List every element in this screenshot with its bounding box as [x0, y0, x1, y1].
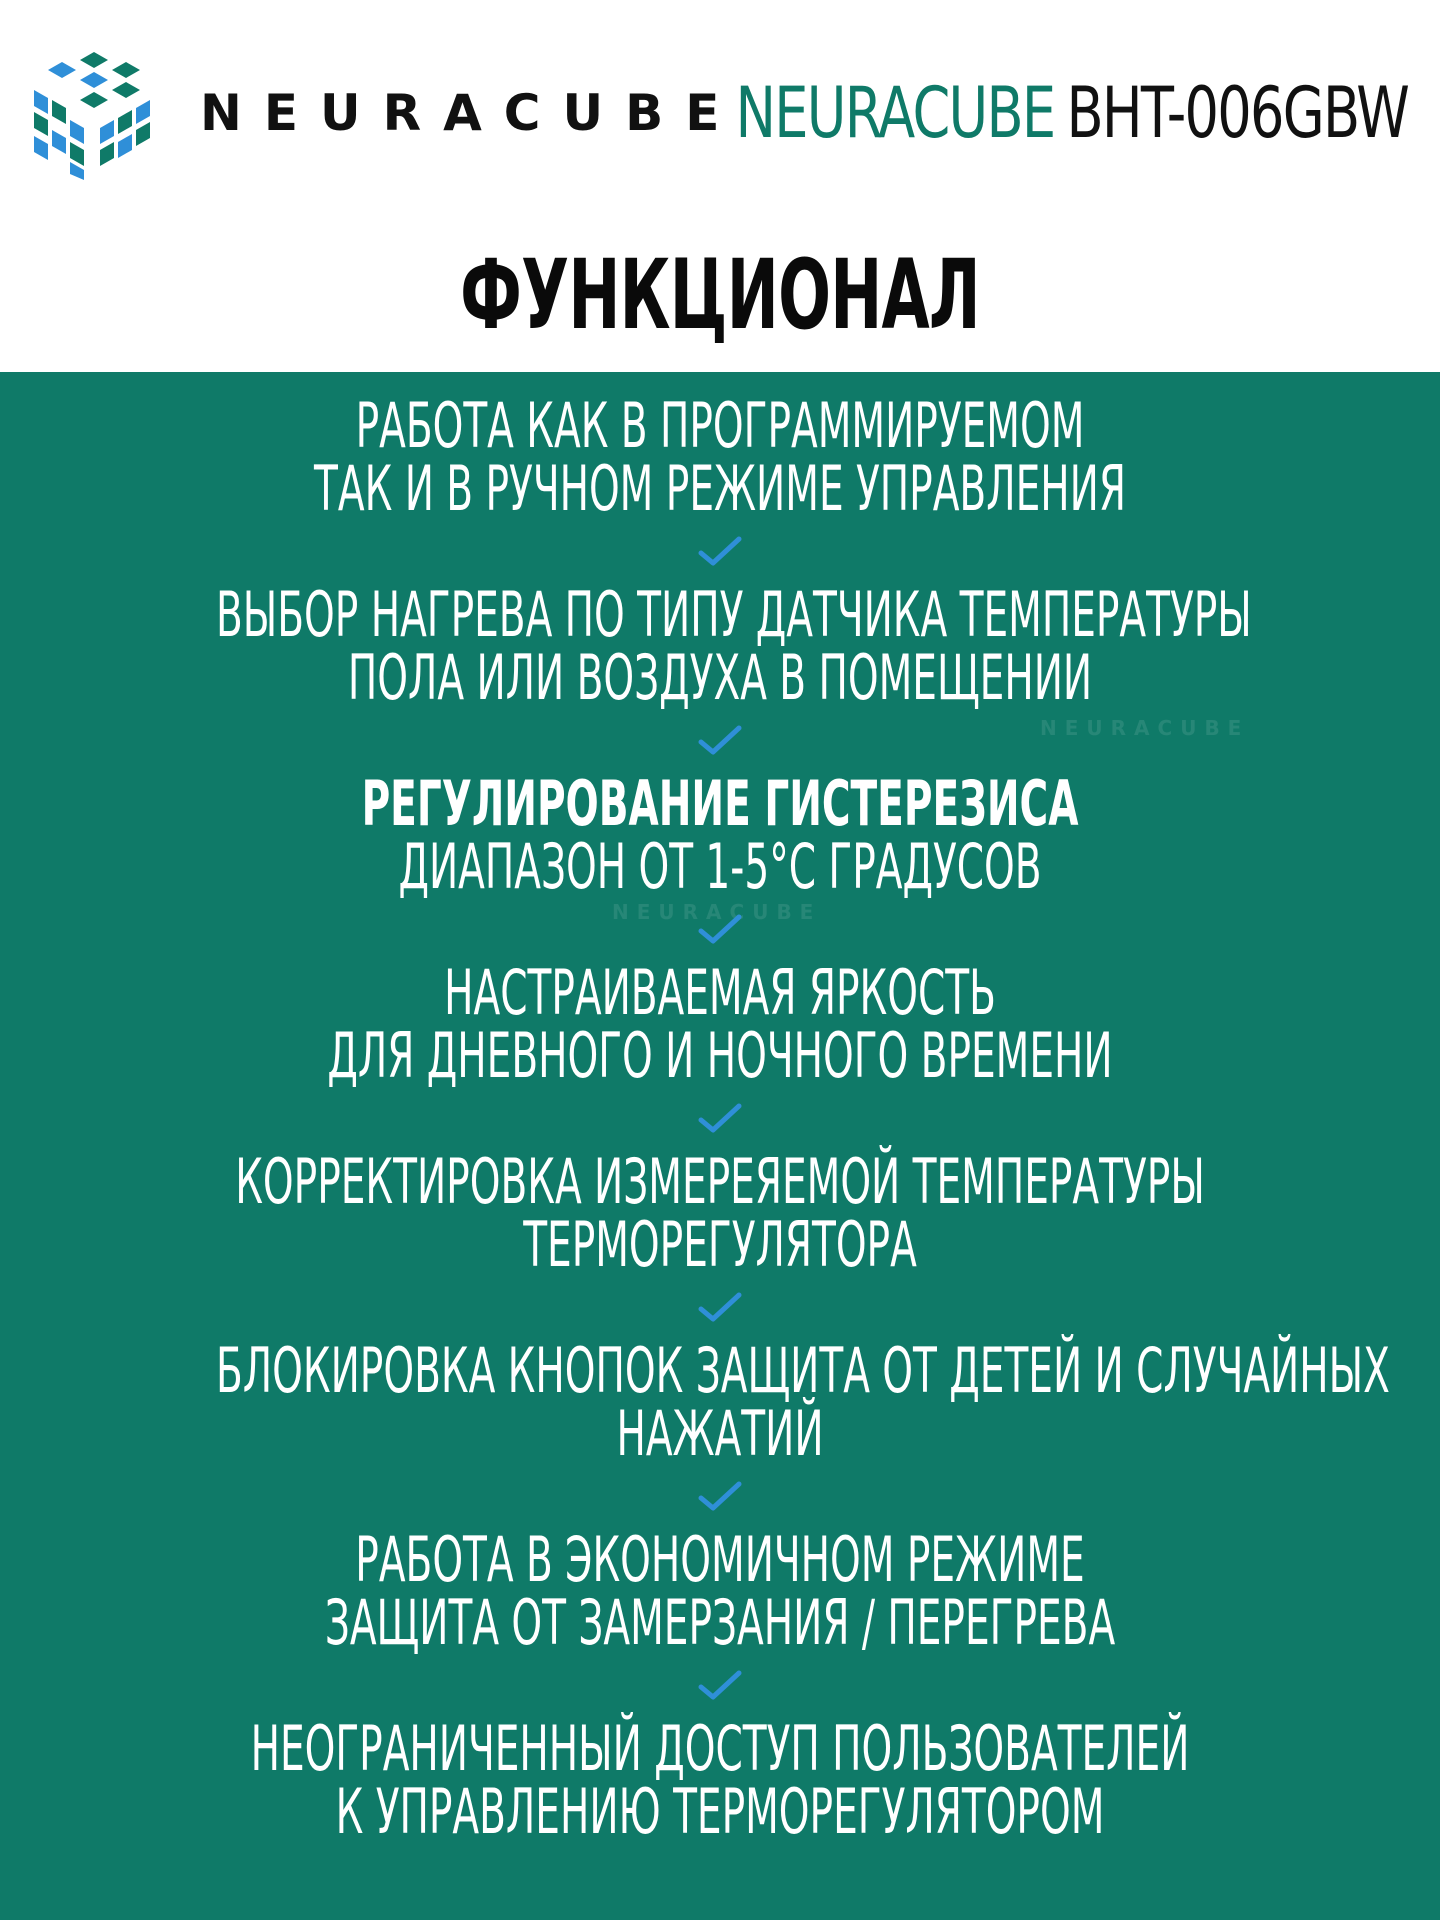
feature-item — [216, 1712, 1224, 1848]
checkmark-icon — [0, 1654, 1440, 1717]
product-name — [735, 68, 1408, 158]
feature-item — [216, 1523, 1224, 1659]
feature-line: ТАК И В РУЧНОМ РЕЖИМЕ УПРАВЛЕНИЯ — [314, 452, 1126, 525]
checkmark-icon — [0, 709, 1440, 772]
feature-line: ПОЛА ИЛИ ВОЗДУХА В ПОМЕЩЕНИИ — [347, 641, 1093, 714]
section-title: ФУНКЦИОНАЛ — [460, 239, 980, 351]
feature-line: ВЫБОР НАГРЕВА ПО ТИПУ ДАТЧИКА ТЕМПЕРАТУРЫ — [216, 578, 1252, 651]
checkmark-icon — [0, 898, 1440, 961]
brand-wordmark: NEURACUBE — [200, 84, 742, 142]
checkmark-icon — [0, 1465, 1440, 1528]
feature-item — [216, 1334, 1390, 1470]
feature-line: НАСТРАИВАЕМАЯ ЯРКОСТЬ — [444, 956, 996, 1029]
feature-line: ТЕРМОРЕГУЛЯТОРА — [523, 1208, 917, 1281]
feature-line: БЛОКИРОВКА КНОПОК ЗАЩИТА ОТ ДЕТЕЙ И СЛУЧАЙНЫХ — [216, 1334, 1390, 1407]
feature-line: ЗАЩИТА ОТ ЗАМЕРЗАНИЯ / ПЕРЕГРЕВА — [324, 1586, 1116, 1659]
features-panel — [0, 372, 1440, 1920]
feature-line: ДИАПАЗОН ОТ 1-5°С ГРАДУСОВ — [398, 830, 1042, 903]
feature-line: РАБОТА КАК В ПРОГРАММИРУЕМОМ — [355, 389, 1085, 462]
feature-line: ДЛЯ ДНЕВНОГО И НОЧНОГО ВРЕМЕНИ — [327, 1019, 1113, 1092]
feature-item — [216, 767, 1224, 903]
feature-line: НАЖАТИЙ — [616, 1397, 824, 1470]
feature-item — [216, 1145, 1224, 1281]
feature-line: К УПРАВЛЕНИЮ ТЕРМОРЕГУЛЯТОРОМ — [335, 1775, 1105, 1848]
product-model: BHT-006GBW — [1066, 72, 1408, 154]
header — [0, 0, 1440, 372]
product-brand: NEURACUBE — [735, 72, 1055, 154]
feature-item — [216, 578, 1252, 714]
feature-line: РЕГУЛИРОВАНИЕ ГИСТЕРЕЗИСА — [361, 767, 1079, 840]
feature-item — [216, 956, 1224, 1092]
feature-line: КОРРЕКТИРОВКА ИЗМЕРЕЯЕМОЙ ТЕМПЕРАТУРЫ — [235, 1145, 1205, 1218]
feature-line: РАБОТА В ЭКОНОМИЧНОМ РЕЖИМЕ — [355, 1523, 1085, 1596]
watermark: NEURACUBE — [1040, 716, 1250, 740]
cube-logo-icon — [28, 50, 156, 180]
feature-item — [216, 389, 1224, 525]
feature-list — [0, 389, 1440, 1848]
checkmark-icon — [0, 1276, 1440, 1339]
watermark: NEURACUBE — [612, 900, 822, 924]
checkmark-icon — [0, 520, 1440, 583]
checkmark-icon — [0, 1087, 1440, 1150]
feature-line: НЕОГРАНИЧЕННЫЙ ДОСТУП ПОЛЬЗОВАТЕЛЕЙ — [250, 1712, 1190, 1785]
